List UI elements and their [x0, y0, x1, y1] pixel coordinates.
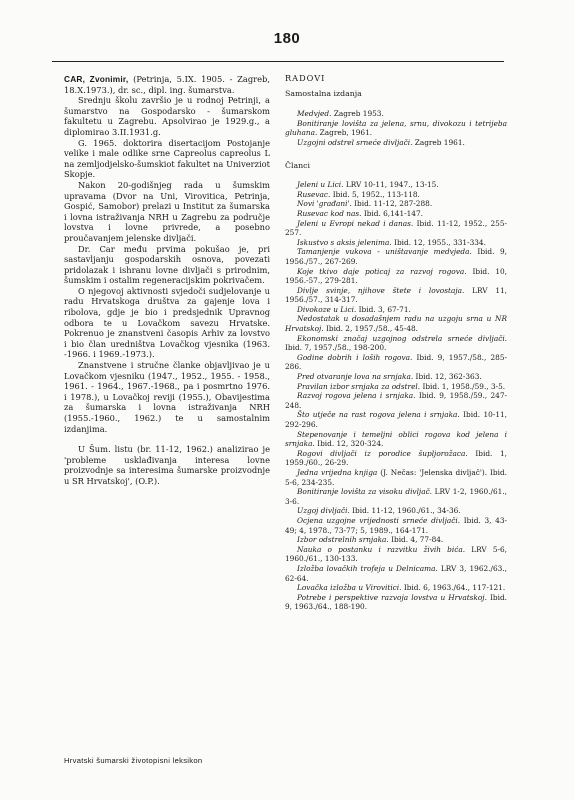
reference-title: Ekonomski značaj uzgojnog odstrela srneće divljači.: [297, 333, 507, 343]
reference-title: Pred otvaranje lova na srnjaka.: [297, 372, 416, 382]
reference-title: Iskustvo s aksis jelenima.: [297, 237, 395, 247]
reference-title: Što utječe na rast rogova jelena i srnjaka.: [297, 410, 464, 420]
reference-item: [285, 583, 507, 593]
reference-title: Nauka o postanku i razvitku živih bića.: [297, 544, 472, 554]
reference-item: [285, 238, 507, 248]
books-list: [285, 109, 507, 147]
reference-title: Ocjena uzgojne vrijednosti srneće divljači.: [297, 515, 464, 525]
reference-item: [285, 430, 507, 449]
reference-details: Ibid. 7, 1957./58., 198-200.: [285, 343, 387, 353]
reference-details: Ibid. 9, 1963./64., 188-190.: [285, 592, 507, 612]
reference-item: [285, 138, 507, 148]
reference-item: [285, 593, 507, 612]
reference-details: LRV 3, 1962./63., 62-64.: [285, 563, 507, 583]
reference-details: Zagreb, 1961.: [319, 128, 373, 138]
reference-title: Bonitiranje lovišta za jelena, srnu, divokozu i tetrijeba gluhana.: [285, 118, 507, 138]
reference-title: Medvjed.: [297, 109, 334, 119]
reference-details: Ibid. 10, 1956.-57., 279-281.: [285, 266, 508, 286]
reference-details: Ibid. 2, 1957./58., 45-48.: [325, 324, 418, 334]
reference-item: [285, 516, 507, 535]
books-subheading: Samostalna izdanja: [285, 88, 362, 98]
reference-item: [285, 487, 507, 506]
reference-details: LRV 11, 1956./57., 314-317.: [285, 285, 507, 305]
reference-title: Nedostatak u dosadašnjem radu na uzgoju srna u NR Hrvatskoj.: [285, 314, 507, 334]
biography-paragraph: Nakon 20-godišnjeg rada u šumskim upravama (Dvor na Uni, Virovitica, Petrinja, Gospić, Samobor) prelazi u Institut za šumarska i lovna istraživanja NRH u Zagrebu za područje lovstva i lovne privrede, a posebno proučavanjem jelenske divljači.: [64, 179, 270, 243]
reference-details: LRV 10-11, 1947., 13-15.: [345, 180, 439, 190]
reference-item: [285, 305, 507, 315]
page-number: 180: [273, 30, 301, 47]
biography-column: [64, 74, 270, 487]
reference-item: [285, 468, 507, 487]
reference-title: Uzgojni odstrel srneće divljači.: [297, 137, 415, 147]
reference-item: [285, 267, 507, 286]
articles-subheading: Članci: [285, 160, 310, 170]
reference-title: Izbor odstrelnih srnjaka.: [297, 535, 392, 545]
reference-details: (J. Nečas: 'Jelenska divljač'). Ibid. 5-6, 234-235.: [285, 467, 507, 487]
reference-item: [285, 564, 507, 583]
reference-item: [285, 545, 507, 564]
reference-item: [285, 190, 507, 200]
biography-paragraph: Znanstvene i stručne članke objavljivao je u Lovačkom vjesniku (1947., 1952., 1955. - 1958., 1961. - 1964., 1967.-1968., pa i posmrtno 1976. i 1978.), u Lovačkoj reviji (1955.), Obavijestima za šumarska i lovna istraživanja NRH (1955.-1960., 1962.) te u samostalnim izdanjima.: [64, 360, 270, 434]
reference-title: Pravilan izbor srnjaka za odstrel.: [297, 381, 423, 391]
reference-item: [285, 372, 507, 382]
reference-title: Divlje svinje, njihove štete i lovostaja.: [297, 285, 473, 295]
works-column: [285, 74, 507, 612]
reference-details: Ibid. 1, 1958./59., 3-5.: [422, 381, 506, 391]
reference-details: Ibid. 3, 43-49; 4, 1978., 73-77; 5, 1989., 164-171.: [285, 515, 507, 535]
entry-intro: (Petrinja, 5.IX. 1905. - Zagreb, 18.X.1973.), dr. sc., dipl. ing. šumarstva.: [64, 74, 270, 95]
reference-title: Jeleni u Evropi nekad i danas.: [297, 218, 417, 228]
reference-item: [285, 199, 507, 209]
entry-header: [64, 74, 270, 95]
reference-item: [285, 219, 507, 238]
reference-details: Ibid. 3, 67-71.: [358, 304, 411, 314]
reference-details: Ibid. 4, 77-84.: [391, 535, 444, 545]
reference-details: Ibid. 11-12, 1960./61., 34-36.: [352, 506, 461, 516]
reference-title: Stepenovanje i temeljni oblici rogova kod jelena i srnjaka.: [285, 429, 507, 449]
reference-item: [285, 334, 507, 353]
biography-paragraph: U Šum. listu (br. 11-12, 1962.) analizirao je 'probleme usklađivanja interesa lovne proizvodnje sa interesima šumarske proizvodnje u SR Hrvatskoj', (O.P.).: [64, 444, 270, 486]
biography-paragraph: Srednju školu završio je u rodnoj Petrinji, a šumarstvo na Gospodarsko - šumarskom fakultetu u Zagrebu. Apsolvirao je 1929.g., a diplomirao 3.II.1931.g.: [64, 95, 270, 137]
reference-item: [285, 410, 507, 429]
reference-details: LRV 5-6, 1960./61., 130-133.: [285, 544, 507, 564]
reference-item: [285, 353, 507, 372]
reference-details: Ibid. 12, 1955., 331-334.: [394, 237, 486, 247]
reference-title: Lovačka izložba u Virovitici.: [297, 583, 404, 593]
reference-details: Ibid. 12, 320-324.: [317, 439, 384, 449]
reference-details: Ibid. 5, 1952., 113-118.: [332, 189, 420, 199]
header-rule: [52, 61, 504, 62]
reference-details: Ibid. 12, 362-363.: [415, 372, 482, 382]
reference-title: Rusevac.: [297, 189, 333, 199]
reference-details: Ibid. 11-12, 287-288.: [354, 199, 433, 209]
reference-item: [285, 391, 507, 410]
reference-details: Ibid. 9, 1958./59., 247-248.: [285, 391, 507, 410]
reference-title: Razvoj rogova jelena i srnjaka.: [297, 391, 419, 401]
reference-title: Divokoze u Lici.: [297, 304, 359, 314]
entry-name: CAR, Zvonimir,: [64, 74, 129, 84]
reference-title: Potrebe i perspektive razvoja lovstva u Hrvatskoj.: [297, 592, 490, 602]
reference-title: Uzgoj divljači.: [297, 506, 353, 516]
reference-details: Ibid. 11-12, 1952., 255-257.: [285, 218, 507, 238]
reference-item: [285, 247, 507, 266]
reference-title: Bonitiranje lovišta za visoku divljač.: [297, 487, 435, 497]
reference-item: [285, 286, 507, 305]
reference-details: Ibid. 10-11, 292-296.: [285, 410, 507, 429]
works-section-title: RADOVI: [285, 73, 326, 83]
reference-details: Ibid. 6, 1963./64., 117-121.: [403, 583, 506, 593]
reference-details: LRV 1-2, 1960./61., 3-6.: [285, 487, 507, 506]
reference-title: Koje tkivo daje poticaj za razvoj rogova.: [297, 266, 473, 276]
reference-title: Izložba lovačkih trofeja u Delnicama.: [297, 563, 441, 573]
reference-details: Zagreb 1961.: [414, 137, 465, 147]
reference-title: Rusevac kod nas.: [297, 208, 364, 218]
reference-item: [285, 119, 507, 138]
reference-item: [285, 209, 507, 219]
reference-details: Zagreb 1953.: [333, 109, 384, 119]
reference-title: Tamanjenje vukova - uništavanje medvjeda.: [297, 247, 478, 257]
reference-item: [285, 535, 507, 545]
reference-item: [285, 180, 507, 190]
reference-title: Novi 'građani'.: [297, 199, 355, 209]
reference-details: Ibid. 9, 1957./58., 285-286.: [285, 352, 507, 372]
reference-title: Jedna vrijedna knjiga: [297, 467, 381, 477]
reference-title: Jeleni u Lici.: [297, 180, 346, 190]
reference-details: Ibid. 6,141-147.: [363, 208, 423, 218]
reference-item: [285, 109, 507, 119]
biography-paragraph: O njegovoj aktivnosti svjedoči sudjelovanje u radu Hrvatskoga društva za gajenje lova i ribolova, gdje je bio i predsjednik Upravnog odbora te u Lovačkom savezu Hrvatske. Pokrenuo je znanstveni časopis Arhiv za lovstvo i bio član uredništva Lovačkog vjesnika (1963. -1966. i 1969.-1973.).: [64, 285, 270, 360]
reference-title: Godine dobrih i loših rogova.: [297, 352, 417, 362]
articles-list: [285, 180, 507, 612]
biography-paragraph: Dr. Car među prvima pokušao je, pri sastavljanju gospodarskih osnova, povezati pridolazak i ishranu lovne divljači s prirodnim, šumskim i ostalim regeneracijskim pokrivačem.: [64, 243, 270, 286]
reference-item: [285, 506, 507, 516]
reference-details: Ibid. 9, 1956./57., 267-269.: [285, 247, 507, 266]
reference-item: [285, 382, 507, 392]
reference-details: Ibid. 1, 1959./60., 26-29.: [285, 448, 507, 468]
footer-title: Hrvatski šumarski životopisni leksikon: [64, 756, 203, 765]
reference-item: [285, 449, 507, 468]
reference-title: Rogovi divljači iz porodice šupljorožaca.: [297, 448, 476, 458]
biography-paragraph: G. 1965. doktorira disertacijom Postojanje velike i male odlike srne Capreolus capreolus L na zemljodjelsko-šumskiot fakultet na Univerziot Skopje.: [64, 137, 270, 180]
reference-item: [285, 314, 507, 333]
